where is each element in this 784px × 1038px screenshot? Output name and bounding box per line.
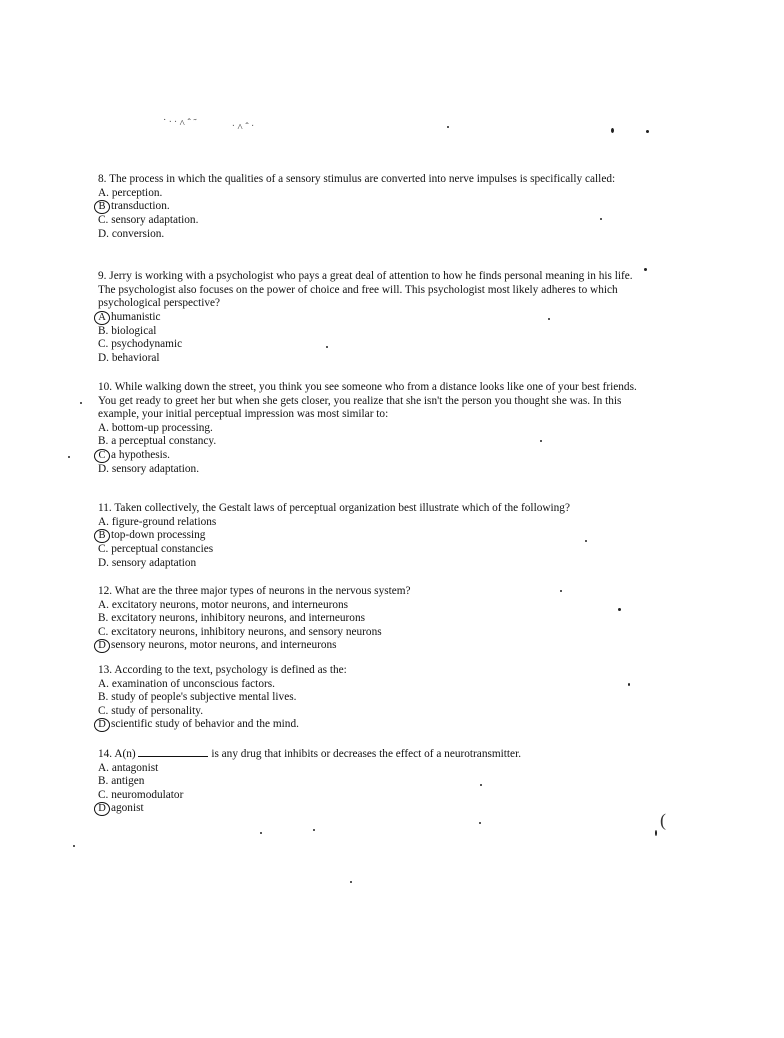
option-a: A. antagonist bbox=[98, 761, 159, 774]
scan-artifact: ˙ ˑ ˑ ˄ ˆ ˜ bbox=[163, 118, 197, 129]
option-b: B. study of people's subjective mental lives. bbox=[98, 691, 297, 704]
option-d: D. sensory adaptation bbox=[98, 556, 197, 569]
circled-answer-mark: D bbox=[94, 639, 110, 653]
question-13 bbox=[98, 664, 638, 732]
option-b: B. excitatory neurons, inhibitory neurons, and interneurons bbox=[98, 612, 365, 625]
question-stem: 14. A(n) is any drug that inhibits or decreases the effect of a neurotransmitter. bbox=[98, 748, 522, 760]
option-b: B. antigen bbox=[98, 775, 145, 788]
circled-answer-mark: D bbox=[94, 718, 110, 732]
circled-answer-mark: B bbox=[94, 529, 110, 543]
option-c: C. sensory adaptation. bbox=[98, 214, 199, 227]
fill-in-blank bbox=[138, 747, 208, 757]
scan-speck bbox=[447, 126, 449, 128]
option-a: A. figure-ground relations bbox=[98, 515, 217, 528]
circled-answer-mark: A bbox=[94, 311, 110, 325]
circled-answer-mark: B bbox=[94, 200, 110, 214]
circled-answer-mark: D bbox=[94, 802, 110, 816]
option-b-circled: B top-down processing bbox=[98, 529, 638, 543]
option-c: C. perceptual constancies bbox=[98, 543, 214, 556]
option-a: A. excitatory neurons, motor neurons, and interneurons bbox=[98, 598, 349, 611]
scan-speck bbox=[350, 881, 352, 883]
option-c: C. neuromodulator bbox=[98, 788, 184, 801]
scan-speck bbox=[479, 822, 481, 824]
option-d: D. sensory adaptation. bbox=[98, 462, 200, 475]
scan-speck bbox=[655, 830, 657, 836]
question-14 bbox=[98, 747, 638, 816]
scan-speck bbox=[260, 832, 262, 834]
scan-speck bbox=[80, 402, 82, 404]
scan-speck bbox=[313, 829, 315, 831]
option-d: D. behavioral bbox=[98, 351, 160, 364]
question-12 bbox=[98, 585, 638, 653]
option-d-circled: D scientific study of behavior and the mind. bbox=[98, 718, 638, 732]
option-b: B. biological bbox=[98, 324, 157, 337]
option-a-circled: A humanistic bbox=[98, 311, 638, 325]
option-d-circled: D agonist bbox=[98, 802, 638, 816]
scan-artifact: ˑ ˄ ˆ ˑ bbox=[232, 122, 255, 133]
scan-artifact: ( bbox=[660, 810, 666, 830]
option-c: C. psychodynamic bbox=[98, 338, 183, 351]
question-stem: 8. The process in which the qualities of a sensory stimulus are converted into nerve impulses is specifically called: bbox=[98, 173, 616, 185]
option-c-circled: C a hypothesis. bbox=[98, 449, 638, 463]
question-stem: 11. Taken collectively, the Gestalt laws of perceptual organization best illustrate which of the following? bbox=[98, 502, 570, 514]
option-a: A. bottom-up processing. bbox=[98, 421, 213, 434]
scan-speck bbox=[73, 845, 75, 847]
question-stem: 9. Jerry is working with a psychologist who pays a great deal of attention to how he finds personal meaning in his life. The psychologist also focuses on the power of choice and free will. This psychologist most likely adheres to which psychological perspective? bbox=[98, 270, 633, 310]
option-b-circled: B transduction. bbox=[98, 200, 638, 214]
option-c: C. excitatory neurons, inhibitory neurons, and sensory neurons bbox=[98, 625, 382, 638]
question-stem: 10. While walking down the street, you think you see someone who from a distance looks like one of your best friends. You get ready to greet her but when she gets closer, you realize that she isn't the person you thought she was. In this example, your initial perceptual impression was most similar to: bbox=[98, 381, 637, 421]
option-d: D. conversion. bbox=[98, 227, 165, 240]
question-9 bbox=[98, 270, 638, 366]
question-stem: 13. According to the text, psychology is defined as the: bbox=[98, 664, 347, 676]
option-b: B. a perceptual constancy. bbox=[98, 435, 217, 448]
option-c: C. study of personality. bbox=[98, 704, 204, 717]
scan-speck bbox=[646, 130, 649, 133]
circled-answer-mark: C bbox=[94, 449, 110, 463]
question-10 bbox=[98, 381, 638, 477]
question-8 bbox=[98, 173, 638, 241]
option-d-circled: D sensory neurons, motor neurons, and interneurons bbox=[98, 639, 638, 653]
option-a: A. perception. bbox=[98, 186, 163, 199]
question-stem: 12. What are the three major types of neurons in the nervous system? bbox=[98, 585, 411, 597]
scan-speck bbox=[611, 128, 614, 133]
option-a: A. examination of unconscious factors. bbox=[98, 677, 275, 690]
scan-speck bbox=[644, 268, 647, 271]
scan-speck bbox=[68, 456, 70, 458]
question-11 bbox=[98, 502, 638, 570]
